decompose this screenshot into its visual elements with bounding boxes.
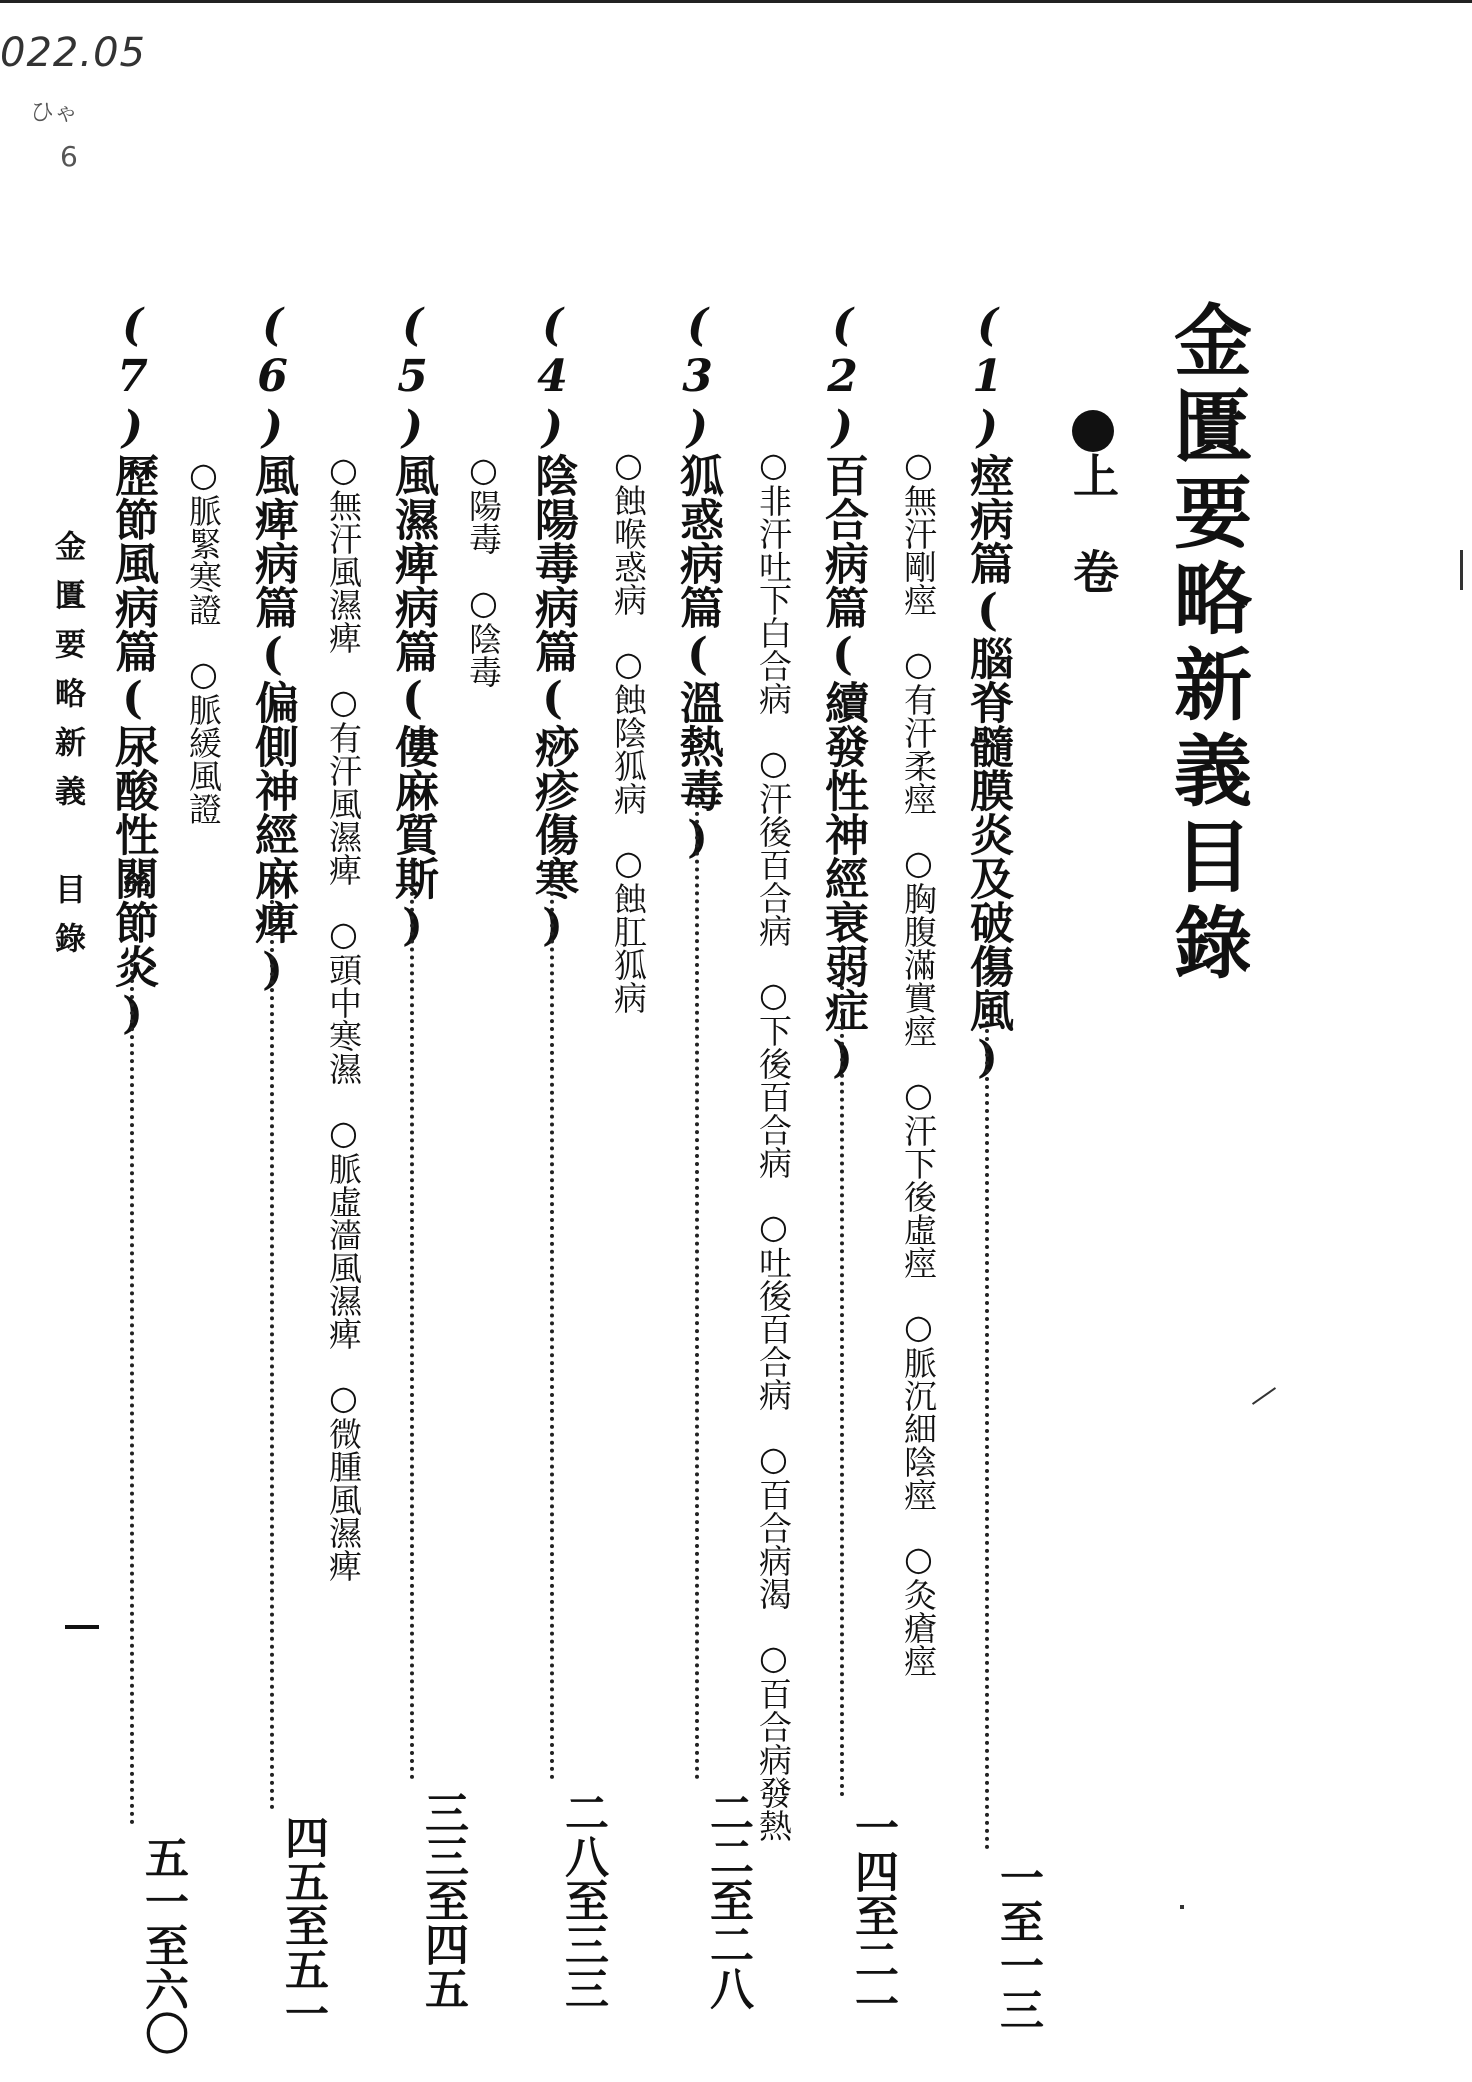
entry-pages: 二八至三三 — [557, 1790, 608, 2010]
subentry: ○陽毒 — [464, 450, 503, 555]
entry-title: 痙病篇 — [962, 453, 1013, 585]
toc-entry-5 — [387, 300, 438, 951]
top-rule — [0, 0, 1472, 3]
dot-leader — [410, 860, 414, 1780]
entry-note: (痧疹傷寒) — [527, 673, 578, 951]
entry-note: (腦脊髓膜炎及破傷風) — [962, 585, 1013, 1083]
subentry: ○百合病渴 — [754, 1439, 793, 1610]
subentry: ○灸瘡痙 — [899, 1539, 938, 1677]
entry-note: (續發性神經衰弱症) — [817, 629, 868, 1083]
subentry: ○蝕喉惑病 — [609, 445, 648, 616]
subentry: ○有汗柔痙 — [899, 644, 938, 815]
dot-leader — [840, 962, 844, 1797]
subentry: ○汗下後虛痙 — [899, 1075, 938, 1279]
subentry: ○脈緊寒證 — [184, 455, 223, 626]
running-footer: 金匱要略新義 目錄 — [49, 530, 85, 971]
page-number — [65, 1625, 99, 1629]
bullet-dot-icon — [1072, 410, 1114, 452]
entry-number: (2) — [817, 300, 868, 453]
subentries-4 — [464, 450, 503, 688]
entry-number: (4) — [527, 300, 578, 453]
subentries-5 — [324, 450, 363, 1582]
subentry: ○百合病發熱 — [754, 1638, 793, 1842]
subentry: ○脈緩風證 — [184, 654, 223, 825]
toc-entry-3 — [672, 300, 723, 863]
toc-entry-7 — [107, 300, 158, 1039]
subentry: ○非汗吐下白合病 — [754, 445, 793, 715]
dot-leader — [695, 780, 699, 1780]
subentries-1 — [899, 445, 938, 1677]
scan-speck — [1180, 1905, 1184, 1909]
subentry: ○無汗風濕痺 — [324, 450, 363, 654]
toc-entry-6 — [247, 300, 298, 995]
entry-note: (尿酸性關節炎) — [107, 673, 158, 1039]
entry-note: (偏側神經麻痺) — [247, 629, 298, 995]
scan-speck — [1252, 1387, 1276, 1405]
entry-title: 陰陽毒病篇 — [527, 453, 578, 673]
dot-leader — [270, 900, 274, 1810]
entry-number: (5) — [387, 300, 438, 453]
toc-entry-4 — [527, 300, 578, 951]
entry-pages: 四五至五一 — [277, 1815, 328, 2035]
subentry: ○蝕肛狐病 — [609, 843, 648, 1014]
subentry: ○吐後百合病 — [754, 1207, 793, 1411]
entry-pages: 三三至四五 — [417, 1790, 468, 2010]
entry-title: 歷節風病篇 — [107, 453, 158, 673]
entry-number: (1) — [962, 300, 1013, 453]
subentry: ○微腫風濕痺 — [324, 1378, 363, 1582]
dot-leader — [985, 965, 989, 1850]
entry-note: (僂麻質斯) — [387, 673, 438, 951]
subentries-6 — [184, 455, 223, 825]
subentry: ○脈沉細陰痙 — [899, 1307, 938, 1511]
subentry: ○胸腹滿實痙 — [899, 843, 938, 1047]
entry-title: 風濕痺病篇 — [387, 453, 438, 673]
entry-number: (6) — [247, 300, 298, 453]
entry-number: (3) — [672, 300, 723, 453]
page-title: 金匱要略新義目錄 — [1161, 300, 1252, 988]
catalog-stamp-sub2: 6 — [60, 140, 78, 173]
volume-label — [1060, 410, 1126, 644]
entry-pages: 五一至六〇 — [137, 1835, 188, 2055]
entry-pages: 二二至二八 — [702, 1790, 753, 2010]
subentry: ○頭中寒濕 — [324, 914, 363, 1085]
dot-leader — [130, 955, 134, 1825]
scan-speck — [1460, 550, 1463, 590]
subentry: ○脈虛濇風濕痺 — [324, 1113, 363, 1350]
catalog-stamp: 022.05 — [0, 30, 146, 76]
entry-title: 百合病篇 — [817, 453, 868, 629]
subentry: ○無汗剛痙 — [899, 445, 938, 616]
subentry: ○有汗風濕痺 — [324, 682, 363, 886]
dot-leader — [550, 860, 554, 1780]
subentry: ○陰毒 — [464, 583, 503, 688]
subentry: ○蝕陰狐病 — [609, 644, 648, 815]
entry-title: 風痺病篇 — [247, 453, 298, 629]
subentries-3 — [609, 445, 648, 1014]
entry-pages: 一四至二一 — [847, 1805, 898, 2025]
subentry: ○汗後百合病 — [754, 743, 793, 947]
entry-pages: 一至一三 — [992, 1855, 1043, 2031]
entry-note: (溫熱毒) — [672, 629, 723, 863]
entry-title: 狐惑病篇 — [672, 453, 723, 629]
subentry: ○下後百合病 — [754, 975, 793, 1179]
entry-number: (7) — [107, 300, 158, 453]
catalog-stamp-sub: ひゃ — [30, 98, 78, 126]
volume-label-text: 上卷 — [1066, 452, 1120, 644]
subentries-2 — [754, 445, 793, 1842]
